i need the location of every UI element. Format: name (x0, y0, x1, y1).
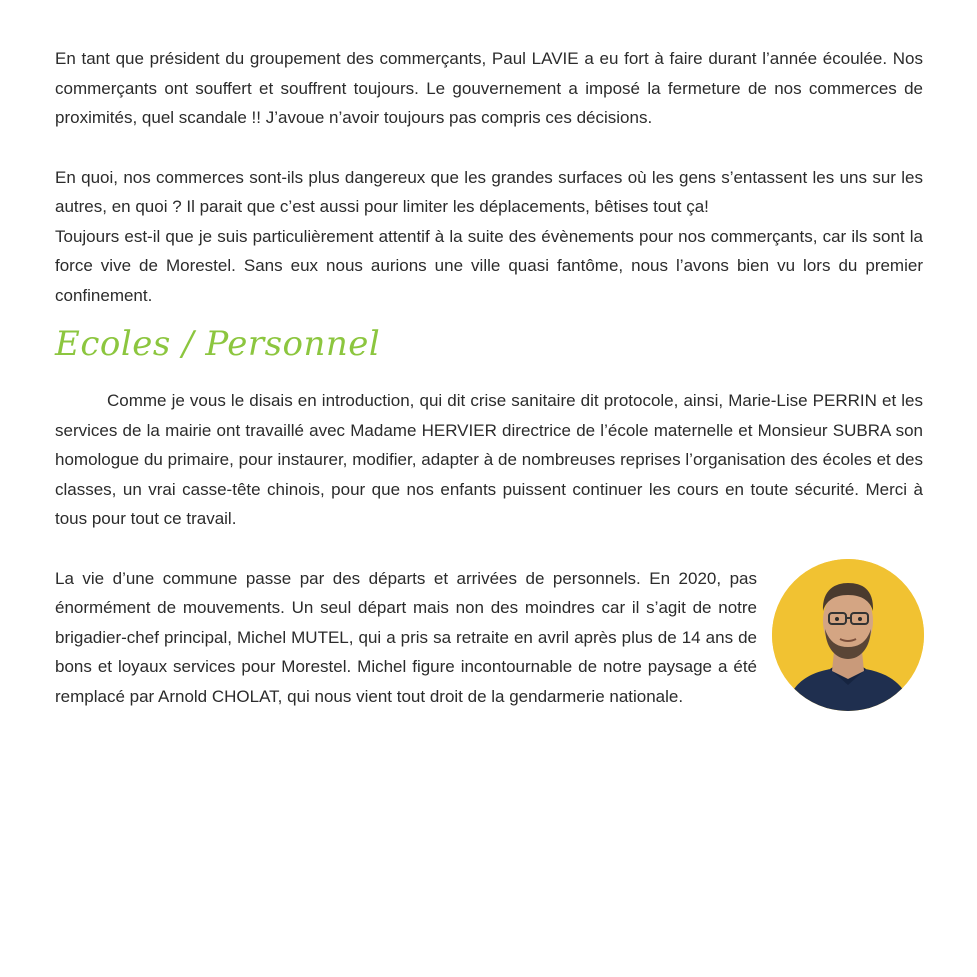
portrait-photo (772, 559, 924, 711)
staff-block (55, 564, 923, 712)
staff-paragraph: La vie d’une commune passe par des départs et arrivées de personnels. En 2020, pas énormément de mouvements. Un seul départ mais non des moindres car il s’agit de notre brigadier-chef principal, Michel MUTEL, qui a pris sa retraite en avril après plus de 14 ans de bons et loyaux services pour Morestel. Michel figure incontournable de notre paysage a été remplacé par Arnold CHOLAT, qui nous vient tout droit de la gendarmerie nationale. (55, 568, 757, 706)
intro-paragraph: En tant que président du groupement des commerçants, Paul LAVIE a eu fort à faire durant l’année écoulée. Nos commerçants ont souffert et souffrent toujours. Le gouvernement a imposé la fermeture de nos commerces de proximités, quel scandale !! J’avoue n’avoir toujours pas compris ces décisions. (55, 49, 923, 127)
third-paragraph: Toujours est-il que je suis particulièrement attentif à la suite des évènements pour nos commerçants, car ils sont la force vive de Morestel. Sans eux nous aurions une ville quasi fantôme, nous l’avons bien vu lors du premier confinement. (55, 226, 923, 305)
section-title: Ecoles / Personnel (55, 324, 381, 364)
portrait-illustration (772, 559, 924, 711)
article-page (55, 44, 923, 711)
second-paragraph: En quoi, nos commerces sont-ils plus dangereux que les grandes surfaces où les gens s’entassent les uns sur les autres, en quoi ? Il parait que c’est aussi pour limiter les déplacements, bêtises tout ça! (55, 167, 923, 216)
schools-paragraph: Comme je vous le disais en introduction, qui dit crise sanitaire dit protocole, ainsi, Marie-Lise PERRIN et les services de la mairie ont travaillé avec Madame HERVIER directrice de l’école maternelle et Monsieur SUBRA son homologue du primaire, pour instaurer, modifier, adapter à de nombreuses reprises l’organisation des écoles et des classes, un vrai casse-tête chinois, pour que nos enfants puissent continuer les cours en toute sécurité. Merci à tous pour tout ce travail. (55, 391, 923, 528)
